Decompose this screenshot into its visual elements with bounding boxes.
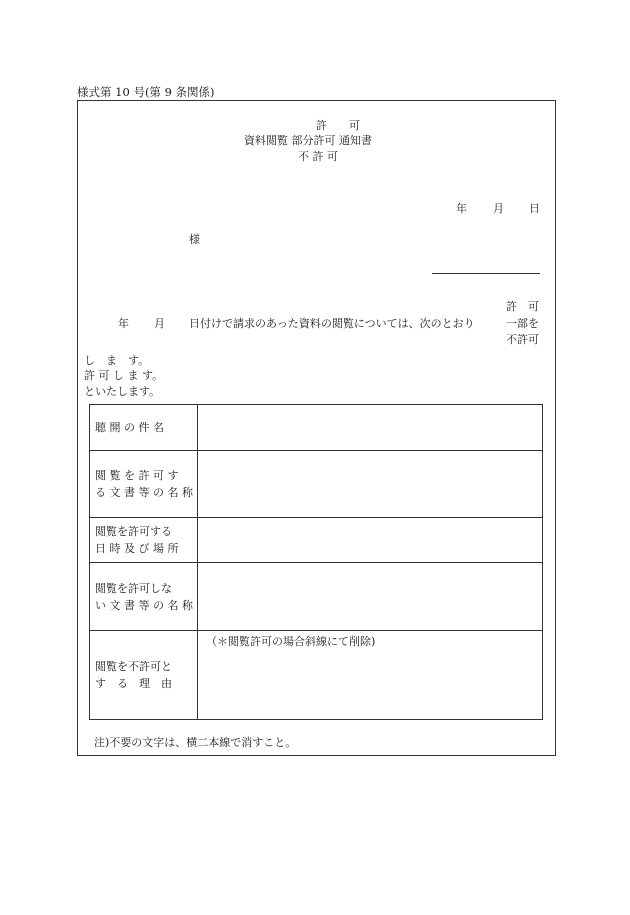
request-statement: 日付けで請求のあった資料の閲覧については、次のとおり <box>189 317 475 330</box>
table-row <box>90 451 543 518</box>
table-row <box>90 518 543 563</box>
row-label-denial-reason: 閲覧を不許可と す る 理 由 <box>90 631 198 720</box>
row-value-permitted-docs[interactable] <box>198 451 543 518</box>
title-option-permit: 許 可 <box>316 119 360 132</box>
request-option-permit: 許 可 <box>506 300 539 313</box>
details-table <box>89 404 543 720</box>
date-year-label: 年 <box>456 202 467 215</box>
ending-option-1: し ま す。 <box>84 354 150 367</box>
table-row <box>90 563 543 631</box>
table-row <box>90 631 543 720</box>
row-value-subject[interactable] <box>198 405 543 451</box>
request-year-label: 年 <box>118 317 129 330</box>
row-value-denial-reason[interactable]: （＊閲覧許可の場合斜線にて削除) <box>198 631 543 720</box>
ending-option-3: といたします。 <box>84 385 161 398</box>
date-month-label: 月 <box>493 202 504 215</box>
footer-note: 注)不要の文字は、横二本線で消すこと。 <box>94 736 297 749</box>
row-label-datetime-place: 閲覧を許可する 日 時 及 び 場 所 <box>90 518 198 563</box>
request-option-deny: 不許可 <box>506 333 539 346</box>
ending-option-2: 許 可 し ま す。 <box>84 369 164 382</box>
addressee-honorific: 様 <box>189 233 200 246</box>
document-title: 資料閲覧 部分許可 通知書 <box>244 134 372 147</box>
row-value-denied-docs[interactable] <box>198 563 543 631</box>
table-row <box>90 405 543 451</box>
row-value-datetime-place[interactable] <box>198 518 543 563</box>
request-month-label: 月 <box>154 317 165 330</box>
form-number-caption: 様式第 10 号(第 9 条関係) <box>77 85 215 99</box>
date-day-label: 日 <box>529 202 540 215</box>
title-option-deny: 不 許 可 <box>298 150 338 163</box>
signature-line <box>432 273 540 274</box>
row-label-subject: 聴 開 の 件 名 <box>90 405 198 451</box>
row-label-permitted-docs: 閲 覧 を 許 可 す る 文 書 等 の 名 称 <box>90 451 198 518</box>
request-option-partial: 一部を <box>506 317 539 330</box>
row-label-denied-docs: 閲覧を許可しな い 文 書 等 の 名 称 <box>90 563 198 631</box>
